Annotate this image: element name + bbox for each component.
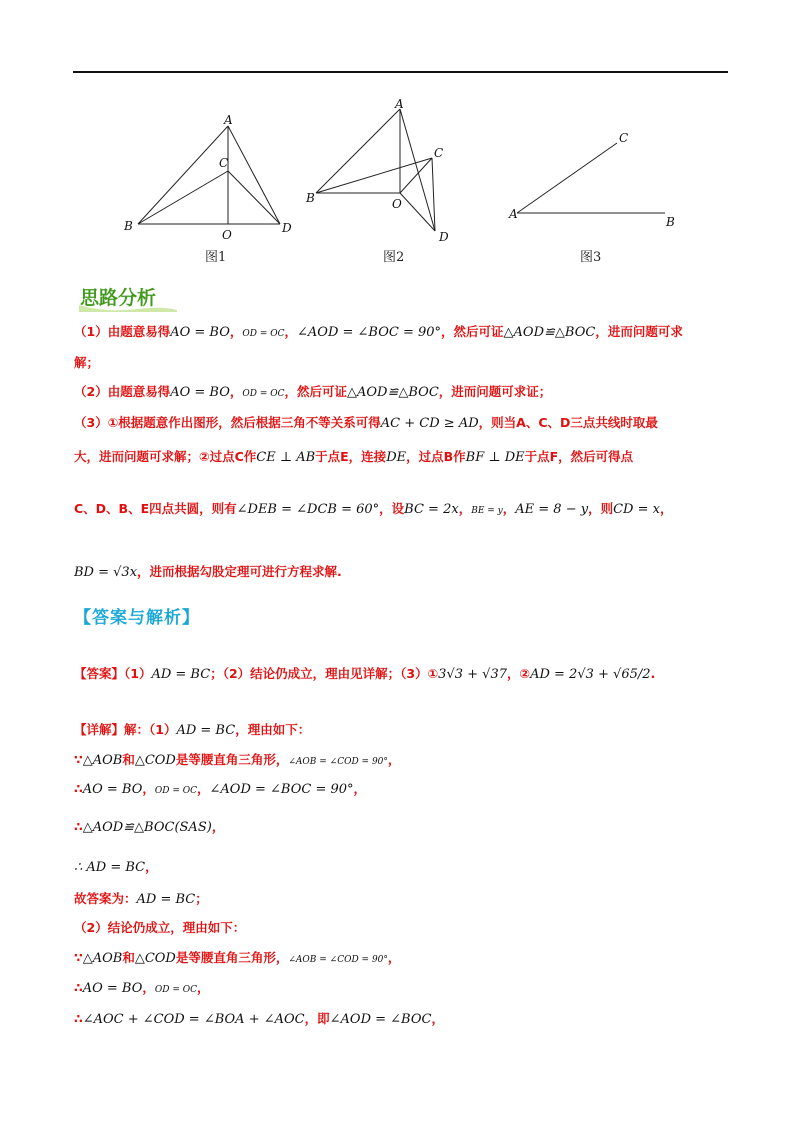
text: ， [353, 781, 367, 796]
text: 和 [122, 752, 135, 767]
math: BE = y [471, 506, 503, 516]
math: AO = BO [170, 385, 230, 400]
math: 3√3 + √37 [438, 667, 507, 682]
detail-tag: 【详解】 [74, 722, 125, 737]
math: BC = 2x [404, 502, 459, 517]
fig1-label-o: O [222, 228, 232, 242]
figure-1-drawing [120, 112, 300, 242]
text: ， [142, 781, 155, 796]
text: ∴ [74, 980, 83, 995]
text: ，进而根据勾股定理可进行方程求解. [137, 564, 342, 579]
text: ， [659, 501, 673, 516]
text: ；（2）结论仍成立，理由见详解；（3）① [210, 666, 439, 681]
math: AD = BC [151, 667, 211, 682]
math: BF ⊥ DE [465, 450, 525, 465]
math: AD = BC [176, 723, 236, 738]
text: ，则当A、C、D三点共线时取最 [478, 415, 658, 430]
math: BD = √3x [74, 565, 138, 580]
badge-graphic [77, 283, 179, 313]
figure-2 [300, 95, 460, 245]
text: ， [145, 859, 158, 874]
text: 故答案为： [74, 891, 137, 906]
math: △AOD≌△BOC [347, 385, 439, 400]
header-rule [73, 71, 728, 73]
math: DE [386, 450, 407, 465]
detail-line-1 [74, 720, 310, 738]
detail-line-8 [74, 948, 400, 966]
text: ， [502, 501, 516, 516]
detail-line-3 [74, 779, 366, 797]
text: （1）由题意易得 [74, 324, 171, 339]
answer-heading: 【答案与解析】 [74, 608, 200, 628]
figure-1-caption: 图1 [205, 250, 227, 265]
fig1-label-d: D [282, 221, 292, 235]
text: C、D、B、E四点共圆，则有 [74, 501, 237, 516]
fig1-label-b: B [124, 219, 133, 233]
text: ，即 [304, 1011, 330, 1026]
text: ， [229, 384, 243, 399]
text: 和 [122, 950, 135, 965]
text: 解； [74, 355, 100, 370]
text: （2）结论仍成立，理由如下： [74, 920, 246, 935]
text: ∴ [74, 819, 83, 834]
math: △COD [134, 951, 176, 966]
text: ∴ [74, 781, 83, 796]
analysis-line-4 [74, 413, 658, 431]
detail-line-4 [74, 817, 224, 835]
math: AD = BC [136, 892, 196, 907]
analysis-line-6 [74, 499, 672, 517]
text: ，过点B作 [406, 449, 466, 464]
fig3-label-b: B [666, 215, 675, 229]
fig2-label-d: D [439, 230, 449, 244]
detail-line-9 [74, 978, 210, 996]
text: ，然后可证 [284, 384, 348, 399]
math: ∠DEB = ∠DCB = 60° [236, 502, 380, 517]
text: ， [458, 501, 472, 516]
math: △AOB [82, 951, 123, 966]
fig3-label-a: A [509, 207, 518, 221]
text: （2）由题意易得 [74, 384, 171, 399]
answer-tag: 【答案】 [74, 666, 125, 681]
math: △COD [134, 753, 176, 768]
analysis-line-5 [74, 447, 633, 465]
math: AC + CD ≥ AD [380, 416, 479, 431]
badge-text: 思路分析 [80, 287, 157, 309]
math: AD = 2√3 + √65/2 [530, 667, 651, 682]
answer-line [74, 664, 655, 682]
math: AE = 8 − y [515, 502, 589, 517]
fig1-label-a: A [224, 113, 233, 127]
text: ，设 [379, 501, 405, 516]
analysis-line-2 [74, 353, 99, 371]
text: 解：（1） [124, 722, 177, 737]
analysis-badge [77, 283, 179, 313]
analysis-line-1 [74, 322, 683, 340]
math: OD = OC [154, 786, 197, 796]
fig2-label-a: A [395, 97, 404, 111]
math: CD = x [613, 502, 660, 517]
figure-2-caption: 图2 [383, 250, 405, 265]
math: △AOD≌△BOC [503, 325, 596, 340]
text: ∵ [74, 752, 83, 767]
text: ， [142, 980, 155, 995]
text: 是等腰直角三角形， [175, 950, 289, 965]
detail-line-7 [74, 918, 245, 936]
figure-1 [120, 112, 300, 242]
text: ， [197, 781, 210, 796]
math: AO = BO [82, 782, 143, 797]
text: ，则 [588, 501, 614, 516]
text: （1） [124, 666, 152, 681]
text: 是等腰直角三角形， [175, 752, 289, 767]
math: △AOD≌△BOC(SAS) [82, 820, 212, 835]
analysis-line-7 [74, 562, 342, 580]
math: ∠AOC + ∠COD = ∠BOA + ∠AOC [82, 1012, 305, 1027]
math: ∠AOB = ∠COD = 90° [288, 955, 388, 965]
math: OD = OC [242, 389, 285, 399]
math: CE ⊥ AB [256, 450, 316, 465]
math: ∠AOB = ∠COD = 90° [288, 757, 388, 767]
figure-3-drawing [505, 125, 685, 235]
math: OD = OC [242, 329, 285, 339]
figure-3 [505, 125, 685, 235]
fig2-label-b: B [306, 191, 315, 205]
text: 于点E，连接 [315, 449, 387, 464]
text: ∴ [74, 1011, 83, 1026]
detail-line-2 [74, 750, 400, 768]
text: ； [195, 891, 208, 906]
text: ， [431, 1011, 444, 1026]
math: ∠AOD = ∠BOC [329, 1012, 432, 1027]
math: AO = BO [82, 981, 143, 996]
math: AO = BO [170, 325, 230, 340]
fig2-label-c: C [434, 146, 444, 160]
math: ∠AOD = ∠BOC = 90° [297, 325, 442, 340]
math: △AOB [82, 753, 123, 768]
text: ， [387, 950, 401, 965]
figure-3-caption: 图3 [580, 250, 602, 265]
text: 大，进而问题可求解；②过点C作 [74, 449, 257, 464]
figure-2-drawing [300, 95, 460, 245]
math: OD = OC [154, 985, 197, 995]
fig1-label-c: C [219, 156, 229, 170]
analysis-line-3 [74, 382, 551, 400]
text: ， [197, 980, 210, 995]
detail-line-5 [74, 857, 158, 875]
math: ∠AOD = ∠BOC = 90° [209, 782, 354, 797]
text: ，进而问题可求 [595, 324, 683, 339]
detail-line-10 [74, 1009, 444, 1027]
text: ，进而问题可求证； [438, 384, 552, 399]
text: ，② [506, 666, 531, 681]
text: 于点F，然后可得点 [524, 449, 634, 464]
text: ， [284, 324, 298, 339]
text: ， [229, 324, 243, 339]
fig2-label-o: O [392, 197, 402, 211]
text: ∵ [74, 950, 83, 965]
detail-line-6 [74, 889, 208, 907]
text: ，理由如下： [235, 722, 311, 737]
text: . [650, 666, 656, 681]
text: ， [211, 819, 225, 834]
text: ， [387, 752, 401, 767]
text: （3）①根据题意作出图形，然后根据三角不等关系可得 [74, 415, 381, 430]
fig3-label-c: C [619, 131, 629, 145]
text: ，然后可证 [441, 324, 504, 339]
math: ∴ AD = BC [74, 860, 146, 875]
